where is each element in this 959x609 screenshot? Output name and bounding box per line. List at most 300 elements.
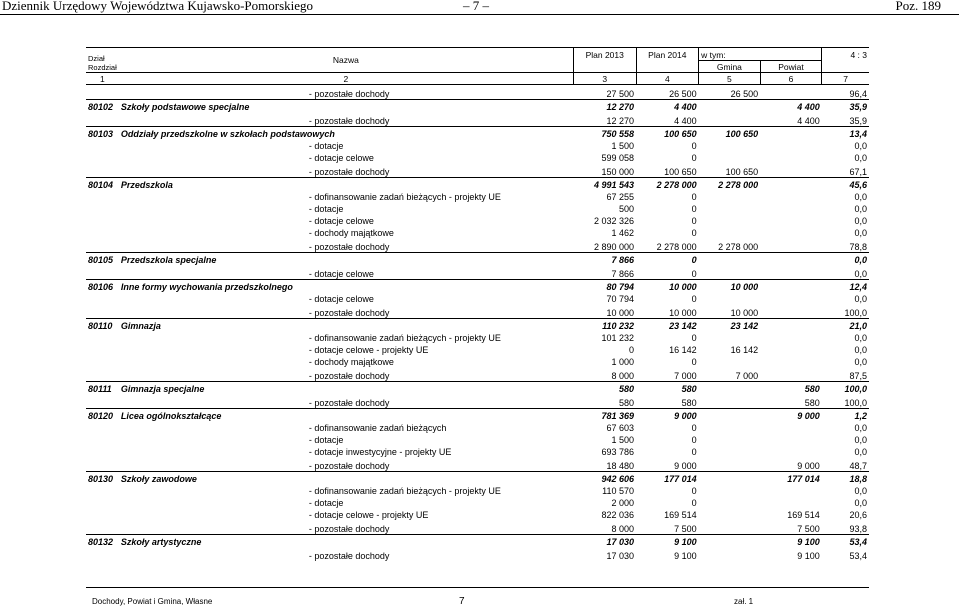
cell-name: - pozostałe dochody (308, 242, 390, 252)
cell-code (86, 214, 119, 226)
cell-name: Gimnazja (119, 319, 574, 332)
cell-code: 80130 (86, 472, 119, 485)
cell-powiat (760, 280, 822, 293)
cell-name: Licea ogólnokształcące (119, 409, 574, 422)
table-row (86, 433, 869, 445)
cell-p13: 2 890 000 (593, 242, 635, 252)
cell-ratio: 100,0 (822, 382, 869, 395)
cell-name: - dotacje inwestycyjne - projekty UE (308, 447, 452, 457)
cell-powiat: 580 (760, 382, 822, 395)
cell-ratio: 45,6 (822, 178, 869, 191)
table-row (86, 139, 869, 151)
cell-p14: 0 (691, 435, 697, 445)
cell-powiat (760, 319, 822, 332)
col-dzial (86, 48, 119, 73)
col-num-5: 5 (699, 73, 761, 85)
cell-powiat: 7 500 (797, 524, 820, 534)
cell-ratio: 0,0 (854, 153, 867, 163)
cell-name: - pozostałe dochody (308, 308, 390, 318)
cell-gmina (699, 421, 761, 433)
cell-code (86, 151, 119, 163)
cell-p14: 0 (691, 294, 697, 304)
cell-code (86, 85, 119, 100)
cell-code (86, 433, 119, 445)
cell-ratio: 0,0 (854, 486, 867, 496)
cell-p13: 150 000 (601, 167, 635, 177)
cell-name: - dotacje celowe (308, 269, 374, 279)
cell-code: 80120 (86, 409, 119, 422)
cell-code (86, 457, 119, 472)
cell-name: - dofinansowanie zadań bieżących - projekty UE (308, 333, 501, 343)
cell-ratio: 100,0 (844, 398, 867, 408)
cell-name: Szkoły artystyczne (119, 535, 574, 548)
cell-name: Inne formy wychowania przedszkolnego (119, 280, 574, 293)
cell-code (86, 547, 119, 561)
cell-code (86, 484, 119, 496)
cell-p13: 67 603 (606, 423, 635, 433)
cell-p13: 4 991 543 (573, 178, 636, 191)
cell-gmina (699, 409, 761, 422)
cell-powiat (760, 355, 822, 367)
cell-p13: 27 500 (606, 89, 635, 99)
cell-ratio: 0,0 (854, 216, 867, 226)
section-row (86, 382, 869, 395)
cell-p13: 8 000 (611, 371, 635, 381)
cell-p13: 1 500 (611, 141, 635, 151)
cell-p14: 100 650 (636, 127, 699, 140)
cell-p14: 23 142 (636, 319, 699, 332)
cell-code: 80103 (86, 127, 119, 140)
cell-p14: 0 (691, 204, 697, 214)
cell-p14: 2 278 000 (636, 178, 699, 191)
header-divider (0, 14, 959, 15)
cell-code (86, 367, 119, 382)
cell-ratio: 0,0 (854, 269, 867, 279)
cell-code (86, 304, 119, 319)
cell-name: - dotacje celowe (308, 294, 374, 304)
cell-code (86, 331, 119, 343)
cell-name: Oddziały przedszkolne w szkołach podstawowych (119, 127, 574, 140)
section-row (86, 280, 869, 293)
cell-gmina: 10 000 (699, 280, 761, 293)
cell-gmina: 2 278 000 (699, 178, 761, 191)
cell-code (86, 508, 119, 520)
cell-ratio: 20,6 (849, 510, 867, 520)
cell-name: - dotacje (308, 204, 344, 214)
cell-p13: 7 866 (573, 253, 636, 266)
cell-powiat: 580 (804, 398, 820, 408)
cell-code: 80104 (86, 178, 119, 191)
cell-powiat: 4 400 (797, 116, 820, 126)
cell-ratio: 0,0 (854, 141, 867, 151)
cell-code (86, 190, 119, 202)
cell-p13: 101 232 (601, 333, 635, 343)
cell-p14: 0 (691, 153, 697, 163)
cell-gmina (699, 472, 761, 485)
cell-gmina (699, 547, 761, 561)
col-plan2014-fill (636, 60, 699, 73)
page-header (0, 0, 959, 14)
cell-code (86, 355, 119, 367)
cell-gmina: 23 142 (699, 319, 761, 332)
table-row (86, 355, 869, 367)
cell-p14: 0 (691, 447, 697, 457)
cell-p14: 580 (636, 382, 699, 395)
section-row (86, 319, 869, 332)
cell-code (86, 202, 119, 214)
cell-p13: 750 558 (573, 127, 636, 140)
cell-p14: 100 650 (664, 167, 697, 177)
cell-powiat (760, 238, 822, 253)
cell-code (86, 496, 119, 508)
cell-name: - pozostałe dochody (308, 167, 390, 177)
cell-p14: 0 (691, 141, 697, 151)
cell-code (86, 394, 119, 409)
cell-name: Przedszkola (119, 178, 574, 191)
cell-name: - dotacje celowe (308, 153, 374, 163)
cell-powiat (760, 253, 822, 266)
cell-p14: 169 514 (664, 510, 697, 520)
cell-p13: 17 030 (573, 535, 636, 548)
cell-gmina (699, 265, 761, 280)
cell-code (86, 520, 119, 535)
cell-p13: 70 794 (606, 294, 635, 304)
cell-powiat: 4 400 (760, 100, 822, 113)
cell-name: - dofinansowanie zadań bieżących - projekty UE (308, 486, 501, 496)
cell-p13: 18 480 (606, 461, 635, 471)
cell-name: - pozostałe dochody (308, 116, 390, 126)
table-row (86, 163, 869, 178)
cell-ratio: 0,0 (854, 228, 867, 238)
cell-code: 80132 (86, 535, 119, 548)
footer-divider (86, 587, 869, 588)
cell-gmina (699, 214, 761, 226)
cell-p14: 0 (691, 357, 697, 367)
cell-name: - dofinansowanie zadań bieżących (308, 423, 447, 433)
cell-p13: 0 (629, 345, 635, 355)
cell-name: - dotacje (308, 141, 344, 151)
cell-powiat (760, 484, 822, 496)
cell-p13: 2 000 (611, 498, 635, 508)
cell-name: Gimnazja specjalne (119, 382, 574, 395)
cell-p14: 177 014 (636, 472, 699, 485)
table-row (86, 265, 869, 280)
cell-gmina (699, 535, 761, 548)
journal-title: Dziennik Urzędowy Województwa Kujawsko-Pomorskiego (2, 0, 314, 13)
col-wtym: w tym: (699, 48, 761, 61)
table-row (86, 520, 869, 535)
table-row (86, 508, 869, 520)
cell-name: - pozostałe dochody (308, 551, 390, 561)
table-row (86, 496, 869, 508)
cell-powiat (760, 163, 822, 178)
table-row (86, 226, 869, 238)
cell-ratio: 100,0 (844, 308, 867, 318)
cell-powiat (760, 190, 822, 202)
cell-p14: 0 (691, 486, 697, 496)
cell-p13: 500 (619, 204, 635, 214)
cell-ratio: 13,4 (822, 127, 869, 140)
cell-powiat (760, 139, 822, 151)
cell-ratio: 0,0 (854, 447, 867, 457)
cell-p13: 12 270 (606, 116, 635, 126)
cell-p13: 2 032 326 (593, 216, 635, 226)
cell-name: Przedszkola specjalne (119, 253, 574, 266)
cell-code (86, 445, 119, 457)
cell-powiat (760, 304, 822, 319)
cell-p13: 110 570 (602, 486, 635, 496)
cell-ratio: 67,1 (849, 167, 867, 177)
cell-p13: 599 058 (601, 153, 635, 163)
cell-code: 80102 (86, 100, 119, 113)
table-row (86, 343, 869, 355)
table-header-row (86, 48, 869, 61)
cell-gmina (699, 445, 761, 457)
cell-powiat (760, 367, 822, 382)
cell-gmina (699, 112, 761, 127)
cell-powiat: 9 000 (760, 409, 822, 422)
cell-code (86, 226, 119, 238)
table-row (86, 457, 869, 472)
col-rozdzial-label: Rozdział (88, 63, 117, 72)
col-num-4: 4 (636, 73, 699, 85)
cell-name: - dotacje celowe (308, 216, 374, 226)
cell-p14: 0 (691, 498, 697, 508)
cell-p14: 0 (691, 269, 697, 279)
cell-p14: 10 000 (636, 280, 699, 293)
cell-gmina: 10 000 (730, 308, 759, 318)
cell-name: - dotacje celowe - projekty UE (308, 510, 429, 520)
cell-ratio: 1,2 (822, 409, 869, 422)
cell-gmina (699, 151, 761, 163)
cell-p14: 0 (691, 228, 697, 238)
table-row (86, 238, 869, 253)
col-num-7: 7 (822, 73, 869, 85)
cell-p13: 580 (619, 398, 635, 408)
table-row (86, 484, 869, 496)
col-nazwa: Nazwa (119, 48, 574, 73)
cell-ratio: 0,0 (854, 357, 867, 367)
cell-gmina: 7 000 (735, 371, 759, 381)
cell-ratio: 0,0 (854, 498, 867, 508)
cell-gmina: 100 650 (699, 127, 761, 140)
cell-ratio: 96,4 (849, 89, 867, 99)
col-num-3: 3 (573, 73, 636, 85)
cell-gmina: 2 278 000 (718, 242, 759, 252)
cell-p14: 9 100 (636, 535, 699, 548)
cell-ratio: 0,0 (854, 345, 867, 355)
col-wtym-fill (760, 48, 822, 61)
cell-ratio: 48,7 (849, 461, 867, 471)
cell-ratio: 0,0 (854, 333, 867, 343)
cell-gmina (699, 433, 761, 445)
table-row (86, 190, 869, 202)
table-row (86, 421, 869, 433)
cell-ratio: 18,8 (822, 472, 869, 485)
cell-gmina: 100 650 (725, 167, 759, 177)
col-plan2013-fill (573, 60, 636, 73)
cell-ratio: 87,5 (849, 371, 867, 381)
cell-ratio: 0,0 (854, 204, 867, 214)
cell-name: - dochody majątkowe (308, 228, 394, 238)
cell-ratio: 0,0 (854, 192, 867, 202)
col-num-6: 6 (760, 73, 822, 85)
cell-p14: 0 (691, 216, 697, 226)
cell-name: - dochody majątkowe (308, 357, 394, 367)
cell-name: Szkoły zawodowe (119, 472, 574, 485)
cell-ratio: 21,0 (822, 319, 869, 332)
table-row (86, 547, 869, 561)
cell-code (86, 292, 119, 304)
cell-p14: 9 000 (636, 409, 699, 422)
column-number-row (86, 73, 869, 85)
cell-p13: 17 030 (606, 551, 635, 561)
cell-ratio: 53,4 (822, 535, 869, 548)
cell-powiat (760, 292, 822, 304)
cell-p13: 693 786 (601, 447, 635, 457)
cell-code: 80106 (86, 280, 119, 293)
table-row (86, 331, 869, 343)
table-row (86, 304, 869, 319)
cell-p13: 580 (573, 382, 636, 395)
cell-p13: 781 369 (573, 409, 636, 422)
cell-p13: 80 794 (573, 280, 636, 293)
cell-p14: 580 (681, 398, 697, 408)
cell-gmina (699, 292, 761, 304)
cell-gmina (699, 202, 761, 214)
cell-p14: 2 278 000 (656, 242, 697, 252)
cell-ratio: 93,8 (849, 524, 867, 534)
cell-p14: 0 (691, 192, 697, 202)
table-row (86, 151, 869, 163)
section-row (86, 127, 869, 140)
table-row (86, 445, 869, 457)
table-row (86, 202, 869, 214)
cell-ratio: 78,8 (849, 242, 867, 252)
cell-p13: 67 255 (606, 192, 635, 202)
cell-ratio: 0,0 (854, 294, 867, 304)
cell-p14: 4 400 (636, 100, 699, 113)
cell-p14: 0 (691, 423, 697, 433)
col-num-1: 1 (86, 73, 119, 85)
section-row (86, 253, 869, 266)
cell-powiat (760, 226, 822, 238)
cell-powiat (760, 178, 822, 191)
cell-gmina (699, 508, 761, 520)
cell-ratio: 53,4 (849, 551, 867, 561)
cell-p14: 9 100 (674, 551, 697, 561)
cell-name: - pozostałe dochody (308, 398, 390, 408)
cell-powiat (760, 202, 822, 214)
col-powiat: Powiat (760, 60, 822, 73)
cell-powiat: 177 014 (760, 472, 822, 485)
cell-gmina (699, 190, 761, 202)
footer-page: 7 (459, 596, 465, 607)
cell-powiat: 169 514 (787, 510, 820, 520)
cell-p13: 822 036 (601, 510, 635, 520)
cell-ratio: 35,9 (849, 116, 867, 126)
section-row (86, 472, 869, 485)
cell-gmina: 16 142 (730, 345, 759, 355)
cell-powiat (760, 445, 822, 457)
cell-code (86, 139, 119, 151)
cell-p14: 0 (636, 253, 699, 266)
section-row (86, 178, 869, 191)
cell-gmina (699, 100, 761, 113)
cell-code: 80105 (86, 253, 119, 266)
col-ratio: 4 : 3 (822, 48, 869, 61)
cell-name: - dofinansowanie zadań bieżących - projekty UE (308, 192, 501, 202)
cell-gmina (699, 382, 761, 395)
section-row (86, 409, 869, 422)
cell-gmina (699, 394, 761, 409)
cell-gmina (699, 331, 761, 343)
section-row (86, 535, 869, 548)
cell-p14: 4 400 (674, 116, 697, 126)
cell-p14: 16 142 (669, 345, 697, 355)
cell-code: 80111 (86, 382, 119, 395)
cell-code (86, 421, 119, 433)
cell-p14: 7 000 (674, 371, 697, 381)
cell-p14: 26 500 (669, 89, 697, 99)
cell-powiat: 9 100 (760, 535, 822, 548)
cell-p13: 110 232 (573, 319, 636, 332)
section-row (86, 100, 869, 113)
cell-p13: 7 866 (611, 269, 635, 279)
cell-p14: 7 500 (674, 524, 697, 534)
col-num-2: 2 (119, 73, 574, 85)
cell-name: Szkoły podstawowe specjalne (119, 100, 574, 113)
cell-p13: 942 606 (573, 472, 636, 485)
cell-p13: 12 270 (573, 100, 636, 113)
cell-gmina (699, 496, 761, 508)
table-row (86, 292, 869, 304)
cell-gmina (699, 520, 761, 535)
cell-code (86, 238, 119, 253)
cell-powiat (760, 85, 822, 100)
table-row (86, 394, 869, 409)
cell-powiat (760, 421, 822, 433)
cell-p14: 9 000 (674, 461, 697, 471)
table-row (86, 112, 869, 127)
cell-p13: 8 000 (611, 524, 635, 534)
cell-gmina (699, 139, 761, 151)
cell-ratio: 12,4 (822, 280, 869, 293)
cell-gmina (699, 226, 761, 238)
cell-name: - pozostałe dochody (308, 524, 390, 534)
cell-p14: 0 (691, 333, 697, 343)
cell-gmina (699, 253, 761, 266)
cell-gmina (699, 457, 761, 472)
cell-p13: 1 500 (611, 435, 635, 445)
cell-powiat: 9 100 (797, 551, 820, 561)
table-row (86, 214, 869, 226)
cell-p13: 1 462 (611, 228, 635, 238)
table-row (86, 367, 869, 382)
cell-name: - dotacje celowe - projekty UE (308, 345, 429, 355)
cell-code: 80110 (86, 319, 119, 332)
budget-table (86, 47, 869, 561)
page-number: – 7 – (463, 0, 489, 13)
col-dzial-label: Dział (88, 54, 105, 63)
table-row (86, 85, 869, 100)
cell-p13: 10 000 (606, 308, 635, 318)
cell-gmina (699, 484, 761, 496)
col-plan2014: Plan 2014 (636, 48, 699, 61)
cell-code (86, 265, 119, 280)
cell-name: - dotacje (308, 435, 344, 445)
cell-powiat: 9 000 (797, 461, 820, 471)
